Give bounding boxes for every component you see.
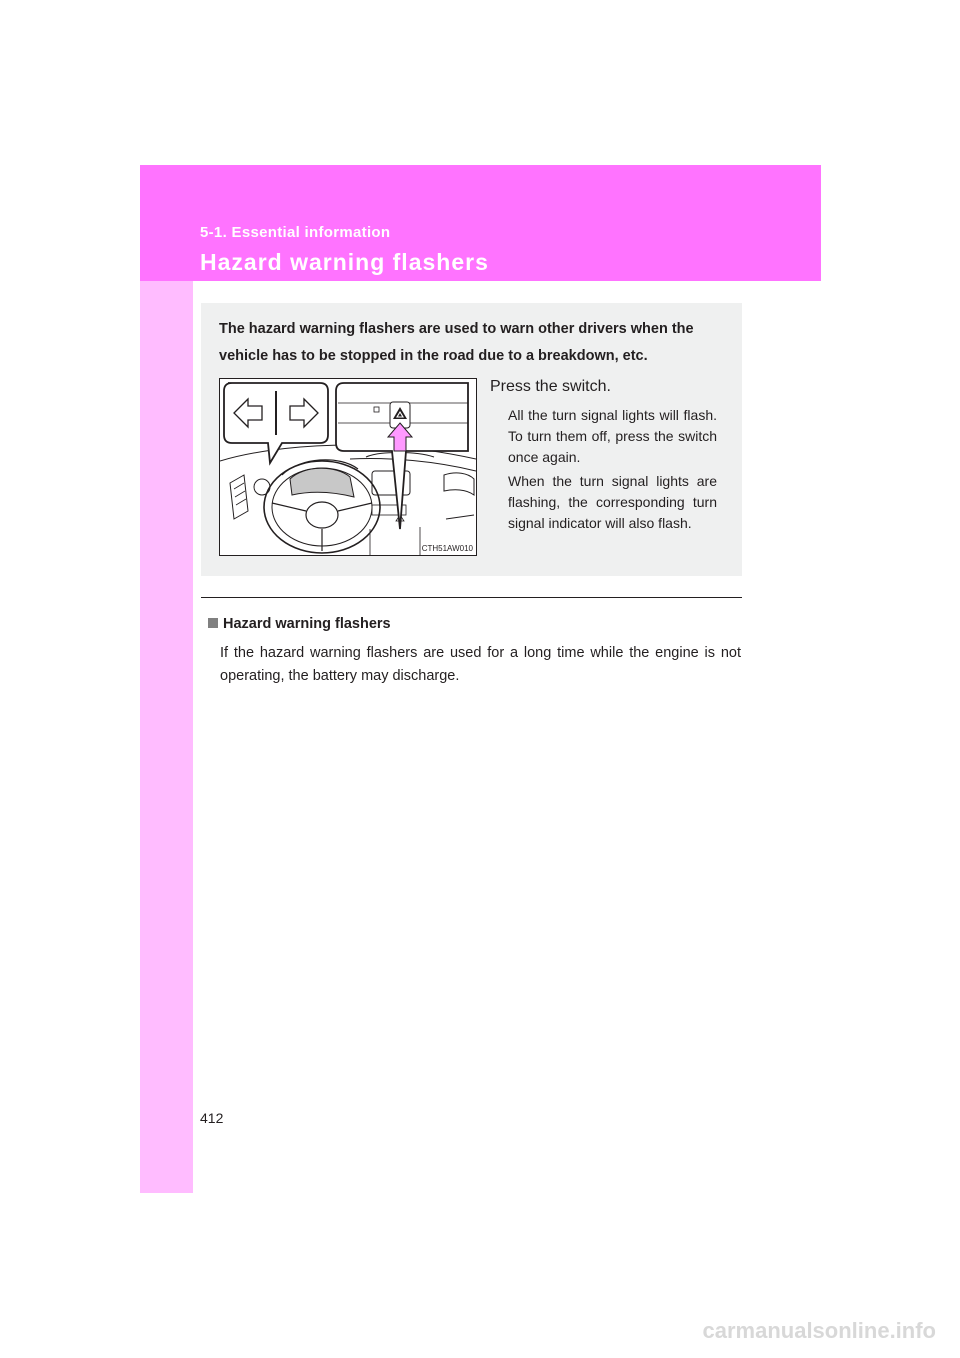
section-label: 5-1. Essential information <box>200 224 391 241</box>
section-divider <box>201 597 742 598</box>
side-strip <box>140 165 193 1193</box>
note-heading-text: Hazard warning flashers <box>223 616 391 632</box>
note-heading <box>208 616 391 632</box>
note-body: If the hazard warning flashers are used for a long time while the engine is not operating, the battery may discharge. <box>220 645 741 684</box>
watermark: carmanualsonline.info <box>702 1318 936 1343</box>
bullet-square-icon <box>208 618 218 628</box>
dashboard-illustration <box>219 378 477 556</box>
figure-code: CTH51AW010 <box>421 544 473 553</box>
step-paragraph-1: All the turn signal lights will flash. To turn them off, press the switch once again. <box>508 407 717 465</box>
page-title: Hazard warning flashers <box>200 249 489 275</box>
intro-text: The hazard warning flashers are used to warn other drivers when the vehicle has to be stopped in the road due to a breakdown, etc. <box>219 321 694 364</box>
step-title: Press the switch. <box>490 378 611 395</box>
page-number: 412 <box>200 1110 224 1126</box>
dashboard-drawing <box>220 379 476 555</box>
step-paragraph-2: When the turn signal lights are flashing, the corresponding turn signal indicator will also flash. <box>508 473 717 531</box>
